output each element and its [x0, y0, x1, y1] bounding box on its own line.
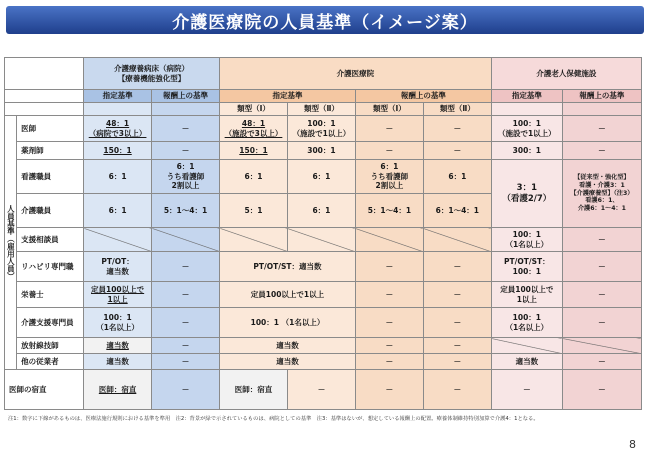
footnote: 注1：数字に下線があるものは、医療法施行規則における基準を準用 注2：背景が緑で示されているものは、病院としての基準 注3：基準はないが、想定している報酬上の配置。療養体制維持特別加算で介護4：1となる。 [8, 416, 539, 422]
row-label-eiyo: 栄養士 [17, 282, 84, 308]
cell: 【従来型・強化型】 看護・介護3：1 【介護療養型】（注3） 看護6：1、 介護6：1～4：1 [562, 160, 641, 228]
cell: － [423, 338, 491, 354]
cell: － [152, 370, 220, 410]
cell: － [152, 308, 220, 338]
cell: － [152, 282, 220, 308]
header-blank-r2 [152, 103, 220, 116]
cell: － [423, 142, 491, 160]
cell-na [491, 338, 562, 354]
cell-na [84, 228, 152, 252]
cell: 6：1 うち看護師 2割以上 [355, 160, 423, 194]
row-hoshasen [5, 338, 642, 354]
header-row-1 [5, 58, 642, 90]
row-ishi [5, 116, 642, 142]
cell: 150：1 [220, 142, 288, 160]
header-row-3 [5, 103, 642, 116]
cell: － [562, 308, 641, 338]
cell: PT/OT/ST：適当数 [220, 252, 356, 282]
row-label-kango: 看護職員 [17, 160, 84, 194]
cell: 適当数 [84, 338, 152, 354]
page-number: 8 [629, 438, 636, 451]
cell: － [562, 252, 641, 282]
cell: － [423, 282, 491, 308]
cell: 100：1 （1名以上） [491, 228, 562, 252]
cell: － [152, 252, 220, 282]
row-label-kaigo: 介護職員 [17, 194, 84, 228]
page-title: 介護医療院の人員基準（イメージ案） [172, 12, 478, 33]
header-blank-k1 [491, 103, 562, 116]
cell: － [423, 370, 491, 410]
cell-na [562, 338, 641, 354]
header-blank-3 [5, 103, 84, 116]
row-hoka [5, 354, 642, 370]
cell: 6：1 うち看護師 2割以上 [152, 160, 220, 194]
cell: － [355, 370, 423, 410]
cell: 48：1 （病院で3以上） [84, 116, 152, 142]
row-yaku [5, 142, 642, 160]
cell: PT/OT： 適当数 [84, 252, 152, 282]
cell: 適当数 [491, 354, 562, 370]
row-label-shien: 支援相談員 [17, 228, 84, 252]
header-k-hoshu: 報酬上の基準 [562, 90, 641, 103]
cell: 適当数 [84, 354, 152, 370]
cell: － [152, 142, 220, 160]
cell: － [355, 282, 423, 308]
cell-na [287, 228, 355, 252]
row-label-rehab: リハビリ専門職 [17, 252, 84, 282]
cell: 6：1 [84, 194, 152, 228]
cell-na [152, 228, 220, 252]
cell: － [423, 116, 491, 142]
cell: 150：1 [84, 142, 152, 160]
row-label-hoshasen: 放射線技師 [17, 338, 84, 354]
cell: － [355, 142, 423, 160]
cell: － [152, 116, 220, 142]
row-label-hoka: 他の従業者 [17, 354, 84, 370]
cell: 100：1 （施設で1以上） [287, 116, 355, 142]
header-blank-k2 [562, 103, 641, 116]
cell: 100：1 （施設で1以上） [491, 116, 562, 142]
cell: － [152, 338, 220, 354]
cell: 定員100以上で 1以上 [491, 282, 562, 308]
cell: 5：1～4：1 [355, 194, 423, 228]
cell: 300：1 [287, 142, 355, 160]
header-i-shitei: 指定基準 [220, 90, 356, 103]
cell: － [562, 282, 641, 308]
header-iryoin: 介護医療院 [220, 58, 492, 90]
cell-na [355, 228, 423, 252]
cell: － [562, 370, 641, 410]
cell: 医師：宿直 [220, 370, 288, 410]
cell: － [423, 354, 491, 370]
cell: 5：1 [220, 194, 288, 228]
row-shien [5, 228, 642, 252]
header-r-hoshu: 報酬上の基準 [152, 90, 220, 103]
cell: － [562, 142, 641, 160]
cell: － [423, 308, 491, 338]
header-i-hoshu: 報酬上の基準 [355, 90, 491, 103]
row-label-yaku: 薬剤師 [17, 142, 84, 160]
cell: 100：1 （1名以上） [84, 308, 152, 338]
cell: 適当数 [220, 354, 356, 370]
header-blank-2 [5, 90, 84, 103]
header-blank-r1 [84, 103, 152, 116]
header-blank [5, 58, 84, 90]
cell: 100：1 （1名以上） [220, 308, 356, 338]
row-rehab [5, 252, 642, 282]
header-k-shitei: 指定基準 [491, 90, 562, 103]
row-care [5, 308, 642, 338]
cell: 6：1 [287, 160, 355, 194]
row-eiyo [5, 282, 642, 308]
header-i-type1-hoshu: 類型（Ⅰ） [355, 103, 423, 116]
cell-na [423, 228, 491, 252]
cell: － [423, 252, 491, 282]
cell: － [287, 370, 355, 410]
header-row-2 [5, 90, 642, 103]
row-label-care: 介護支援専門員 [17, 308, 84, 338]
row-label-shukuchoku: 医師の宿直 [5, 370, 84, 410]
cell: 6：1 [287, 194, 355, 228]
cell-na [220, 228, 288, 252]
cell: － [562, 228, 641, 252]
cell: 6：1～4：1 [423, 194, 491, 228]
side-label: 人員基準（雇用人員） [5, 116, 17, 370]
cell: 医師：宿直 [84, 370, 152, 410]
header-i-type2-shitei: 類型（Ⅱ） [287, 103, 355, 116]
cell: 300：1 [491, 142, 562, 160]
header-ryoyo: 介護療養病床（病院） 【療養機能強化型】 [84, 58, 220, 90]
header-r-shitei: 指定基準 [84, 90, 152, 103]
cell: 6：1 [84, 160, 152, 194]
cell: 5：1～4：1 [152, 194, 220, 228]
cell: 6：1 [423, 160, 491, 194]
header-i-type1-shitei: 類型（Ⅰ） [220, 103, 288, 116]
cell: － [355, 116, 423, 142]
cell: 100：1 （1名以上） [491, 308, 562, 338]
cell: 6：1 [220, 160, 288, 194]
row-kango [5, 160, 642, 194]
cell: － [355, 252, 423, 282]
cell: 定員100以上で 1以上 [84, 282, 152, 308]
cell: － [491, 370, 562, 410]
staffing-table [4, 57, 642, 410]
cell: － [355, 308, 423, 338]
cell: 定員100以上で1以上 [220, 282, 356, 308]
cell: 適当数 [220, 338, 356, 354]
cell: － [562, 354, 641, 370]
cell: 48：1 （施設で3以上） [220, 116, 288, 142]
cell: PT/OT/ST： 100：1 [491, 252, 562, 282]
cell: － [562, 116, 641, 142]
cell: 3：1 （看護2/7） [491, 160, 562, 228]
row-shukuchoku [5, 370, 642, 410]
row-label-ishi: 医師 [17, 116, 84, 142]
header-i-type2-hoshu: 類型（Ⅱ） [423, 103, 491, 116]
cell: － [355, 354, 423, 370]
cell: － [152, 354, 220, 370]
cell: － [355, 338, 423, 354]
header-roken: 介護老人保健施設 [491, 58, 641, 90]
title-bar [6, 6, 644, 34]
